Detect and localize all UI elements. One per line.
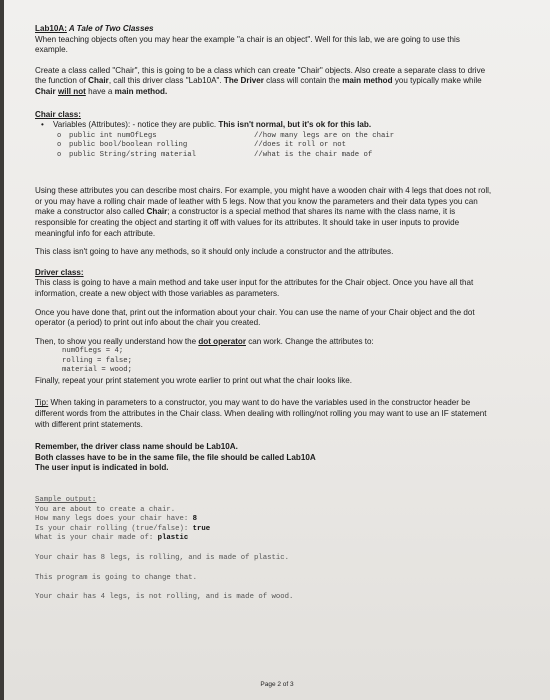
lab-title — [35, 24, 493, 35]
remember-line: The user input is indicated in bold. — [35, 463, 169, 473]
variables-note: This isn't normal, but it's ok for this lab. — [218, 120, 372, 130]
sub-bullet-icon: o — [57, 141, 62, 150]
tip-text: When taking in parameters to a constructor, you may want to do have the variables used in the constructor header be different words from the attributes in the Chair class. When dealing with rolling/not rolling you may want to use an IF statement with different print statements. — [35, 398, 487, 429]
dot-operator-paragraph — [35, 337, 493, 348]
remember-line: Both classes have to be in the same file, the file should be called Lab10A — [35, 452, 316, 462]
create-main-method-bold: main method — [342, 76, 393, 86]
sample-result-line: This program is going to change that. — [35, 573, 198, 582]
change-line: numOfLegs = 4; — [62, 347, 124, 356]
attribute-list — [53, 132, 493, 161]
tip-label: Tip: — [35, 398, 49, 408]
attribute-changes — [35, 347, 493, 376]
page-number: Page 2 of 3 — [260, 681, 294, 688]
sample-prompt: Is your chair rolling (true/false): — [35, 524, 193, 533]
attribute-code: public bool/boolean rolling — [69, 141, 188, 150]
create-chair-bold-2: Chair — [35, 86, 56, 96]
sample-prompt-line — [35, 525, 493, 535]
driver-class-text: This class is going to have a main method and take user input for the attributes for the Chair object. Once you have all that information, create a new object with those variables as parameters. — [35, 278, 474, 298]
chair-class-heading-colon: : — [78, 109, 81, 119]
attribute-comment: //how many legs are on the chair — [254, 131, 395, 140]
dot-operator-term: dot operator — [198, 336, 246, 346]
create-text-1: Create a class called "Chair", this is going to be a class which can create "Chair" objects. Also create a separate class to drive the function of — [35, 65, 486, 86]
chair-class-heading — [35, 110, 493, 121]
create-chair-bold: Chair — [88, 76, 109, 86]
intro-paragraph: When teaching objects often you may hear the example "a chair is an object". Well for this lab, we are going to use this example. — [35, 34, 460, 55]
lab-number: Lab10A: — [35, 24, 67, 33]
driver-class-heading — [35, 268, 493, 279]
create-main-method-bold-2: main method. — [114, 86, 168, 96]
bullet-icon: • — [41, 120, 44, 130]
describe-paragraph — [35, 186, 493, 239]
tip-paragraph — [35, 398, 493, 430]
repeat-print-paragraph: Finally, repeat your print statement you wrote earlier to print out what the chair looks like. — [35, 375, 353, 385]
attribute-code: public int numOfLegs — [69, 131, 157, 140]
sample-result-line: Your chair has 8 legs, is rolling, and is made of plastic. — [35, 554, 289, 562]
driver-class-section — [35, 268, 493, 387]
create-paragraph — [35, 66, 493, 98]
chair-class-section — [35, 110, 493, 161]
attribute-item — [57, 131, 493, 142]
create-will-not: will not — [57, 86, 86, 96]
chair-class-bullets — [35, 120, 493, 160]
create-text-11: have a — [85, 86, 115, 96]
driver-class-heading-colon: : — [80, 267, 84, 277]
attribute-item — [57, 141, 493, 151]
sample-user-input: plastic — [157, 534, 189, 543]
driver-class-heading-text: Driver class — [35, 267, 81, 277]
sub-bullet-icon: o — [57, 131, 62, 140]
sample-prompt: You are about to create a chair. — [35, 505, 176, 514]
variables-bullet — [41, 120, 493, 160]
chair-class-heading-text: Chair class — [35, 109, 79, 119]
attribute-code: public String/string material — [69, 150, 196, 159]
describe-text-c: ; a constructor is a special method that shares its name with the class name, it is responsible for creating the object and starting it off with values for its attributes. It should take in user inputs to provide meaningful info for each attribute. — [35, 207, 460, 238]
variables-text: Variables (Attributes): - notice they are public. — [53, 120, 219, 130]
change-line: rolling = false; — [62, 356, 133, 365]
dot-text-c: can work. Change the attributes to: — [246, 336, 374, 346]
sample-output — [35, 496, 493, 603]
sample-prompt-line — [35, 506, 493, 516]
attribute-comment: //what is the chair made of — [254, 150, 373, 159]
document-page — [4, 0, 550, 700]
page-content — [35, 24, 493, 603]
sample-prompt: What is your chair made of: — [35, 534, 158, 543]
no-methods-paragraph: This class isn't going to have any methods, so it should only include a constructor and the attributes. — [35, 247, 394, 257]
sample-prompt: How many legs does your chair have: — [35, 515, 193, 524]
sub-bullet-icon: o — [57, 150, 62, 159]
lab-name: A Tale of Two Classes — [66, 24, 154, 33]
remember-block — [35, 442, 493, 474]
dot-text-a: Then, to show you really understand how the — [35, 336, 199, 346]
remember-line: Remember, the driver class name should be Lab10A. — [35, 442, 238, 452]
sample-output-title: Sample output: — [35, 496, 97, 505]
describe-text-a: Using these attributes you can describe most chairs. For example, you might have a wooden chair with 4 legs that does not roll, or you may have a rolling chair made of leather with 5 legs. Now that you know the parameters and their data types you can make a constructor also called — [35, 186, 492, 217]
sample-user-input: true — [192, 524, 211, 533]
sample-prompt-line — [35, 515, 493, 525]
create-driver-bold: The Driver — [223, 76, 264, 86]
change-line: material = wood; — [62, 366, 133, 375]
create-text-5: class will contain the — [263, 76, 343, 86]
print-info-paragraph: Once you have done that, print out the information about your chair. You can use the name of your Chair object and the dot operator (a period) to print out info about the chair you created. — [35, 307, 475, 328]
attribute-comment: //does it roll or not — [254, 141, 346, 150]
describe-chair-bold: Chair — [146, 207, 168, 217]
create-text-3: , call this driver class "Lab10A". — [108, 76, 224, 86]
sample-result-line: Your chair has 4 legs, is not rolling, and is made of wood. — [35, 593, 294, 602]
sample-user-input: 8 — [192, 515, 198, 524]
sample-prompt-line — [35, 534, 493, 544]
attribute-item — [57, 150, 493, 161]
create-text-7: you typically make while — [392, 76, 482, 86]
